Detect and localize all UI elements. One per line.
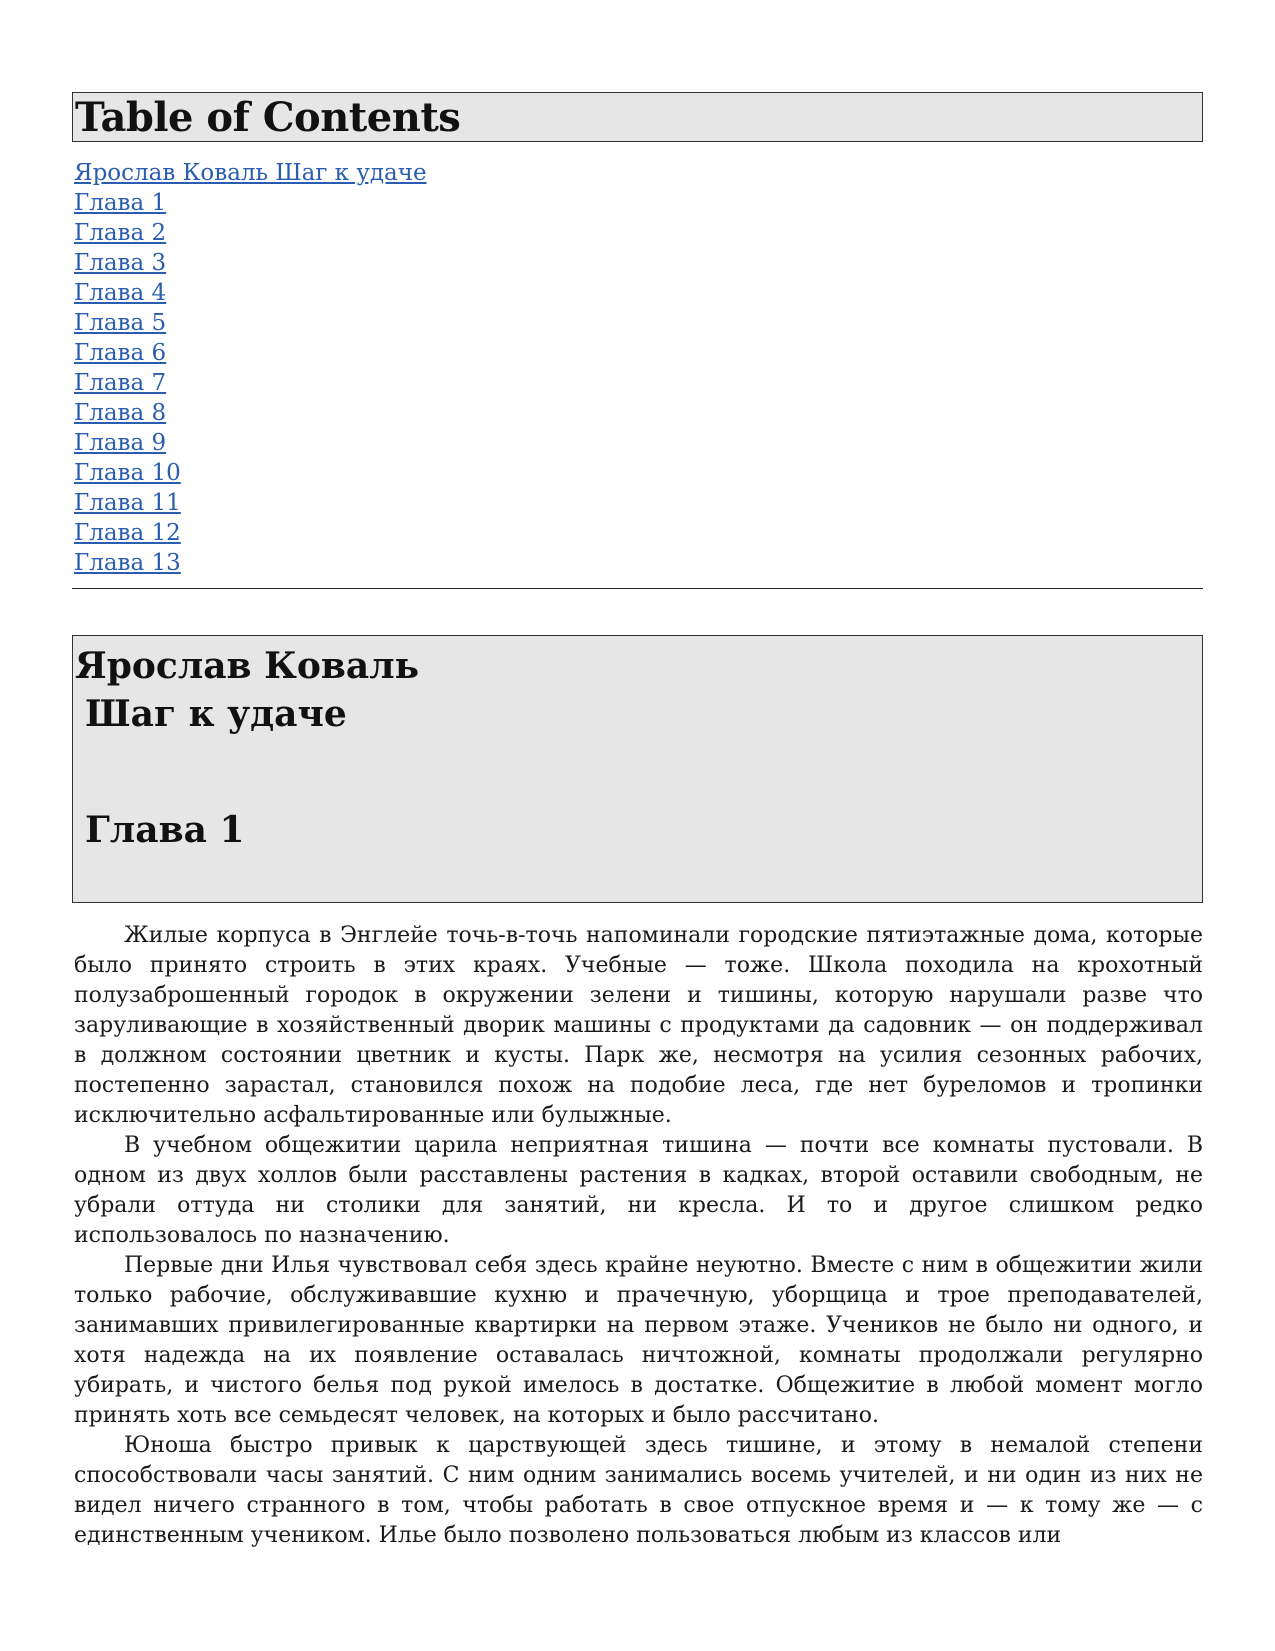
list-item — [74, 488, 1203, 518]
list-item — [74, 158, 1203, 188]
chapter-header — [72, 635, 1203, 903]
toc-link-chapter-11[interactable]: Глава 11 — [74, 490, 181, 516]
list-item — [74, 548, 1203, 578]
list-item — [74, 368, 1203, 398]
list-item — [74, 398, 1203, 428]
list-item — [74, 308, 1203, 338]
toc-title: Table of Contents — [72, 92, 1203, 142]
document-page — [72, 92, 1203, 1551]
list-item — [74, 278, 1203, 308]
list-item — [74, 338, 1203, 368]
toc-link-chapter-4[interactable]: Глава 4 — [74, 280, 167, 306]
chapter-title: Глава 1 — [85, 809, 245, 851]
chapter-body — [72, 921, 1203, 1551]
toc-link-chapter-8[interactable]: Глава 8 — [74, 400, 167, 426]
toc-link-chapter-1[interactable]: Глава 1 — [74, 190, 167, 216]
paragraph: Жилые корпуса в Энглейе точь-в-точь напоминали городские пятиэтажные дома, которые было принято строить в этих краях. Учебные — тоже. Школа походила на крохотный полузаброшенный городок в окружении зелени и тишины, которую нарушали разве что заруливающие в хозяйственный дворик машины с продуктами да садовник — он поддерживал в должном состоянии цветник и кусты. Парк же, несмотря на усилия сезонных рабочих, постепенно зарастал, становился похож на подобие леса, где нет буреломов и тропинки исключительно асфальтированные или булыжные. — [74, 923, 1203, 1128]
divider — [72, 588, 1203, 589]
list-item — [74, 218, 1203, 248]
toc-list — [74, 158, 1203, 578]
toc-link-chapter-10[interactable]: Глава 10 — [74, 460, 181, 486]
toc-link-book[interactable]: Ярослав Коваль Шаг к удаче — [74, 160, 427, 186]
toc-link-chapter-6[interactable]: Глава 6 — [74, 340, 167, 366]
paragraph: В учебном общежитии царила неприятная тишина — почти все комнаты пустовали. В одном из двух холлов были расставлены растения в кадках, второй оставили свободным, не убрали оттуда ни столики для занятий, ни кресла. И то и другое слишком редко использовалось по назначению. — [74, 1133, 1203, 1248]
paragraph: Юноша быстро привык к царствующей здесь тишине, и этому в немалой степени способствовали часы занятий. С ним одним занимались восемь учителей, и ни один из них не видел ничего странного в том, чтобы работать в свое отпускное время и — к тому же — с единственным учеником. Илье было позволено пользоваться любым из классов или — [74, 1433, 1203, 1548]
list-item — [74, 188, 1203, 218]
list-item — [74, 248, 1203, 278]
author-name: Ярослав Коваль — [75, 645, 420, 687]
list-item — [74, 458, 1203, 488]
book-title: Шаг к удаче — [85, 693, 347, 735]
toc-link-chapter-9[interactable]: Глава 9 — [74, 430, 167, 456]
toc-link-chapter-2[interactable]: Глава 2 — [74, 220, 167, 246]
toc-link-chapter-5[interactable]: Глава 5 — [74, 310, 167, 336]
toc-link-chapter-13[interactable]: Глава 13 — [74, 550, 181, 576]
toc-link-chapter-3[interactable]: Глава 3 — [74, 250, 167, 276]
toc-link-chapter-7[interactable]: Глава 7 — [74, 370, 167, 396]
list-item — [74, 518, 1203, 548]
toc-link-chapter-12[interactable]: Глава 12 — [74, 520, 181, 546]
list-item — [74, 428, 1203, 458]
paragraph: Первые дни Илья чувствовал себя здесь крайне неуютно. Вместе с ним в общежитии жили только рабочие, обслуживавшие кухню и прачечную, уборщица и трое преподавателей, занимавших привилегированные квартирки на первом этаже. Учеников не было ни одного, и хотя надежда на их появление оставалась ничтожной, комнаты продолжали регулярно убирать, и чистого белья под рукой имелось в достатке. Общежитие в любой момент могло принять хоть все семьдесят человек, на которых и было рассчитано. — [74, 1253, 1203, 1428]
